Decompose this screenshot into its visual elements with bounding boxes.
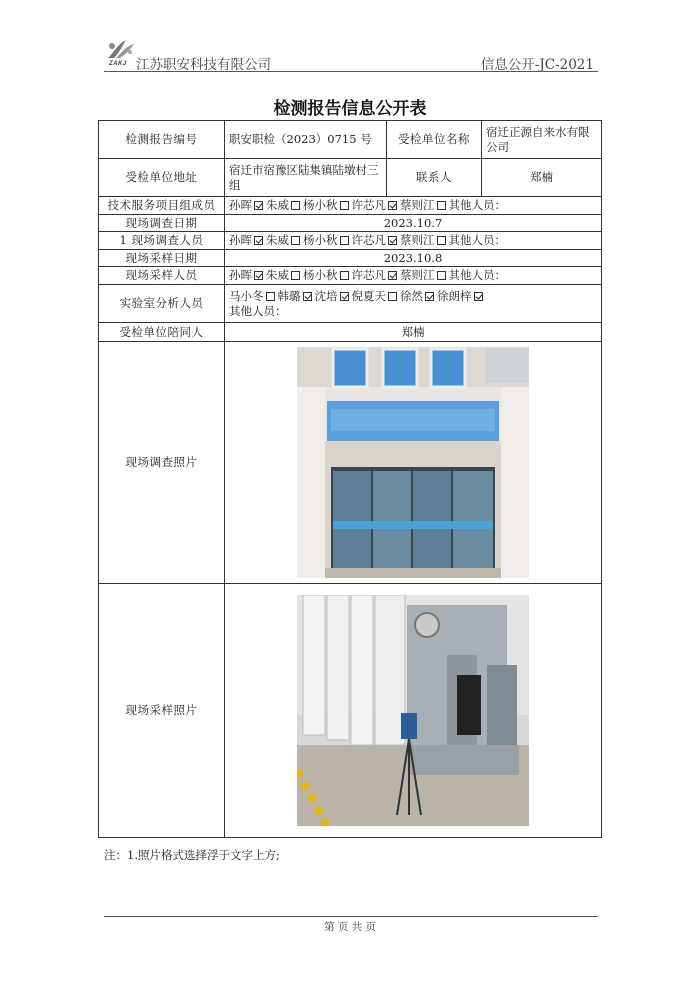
person-name: 倪夏天 [351,288,386,303]
person-entry [229,198,266,212]
person-name: 杨小秋 [303,233,338,247]
person-entry [229,268,266,282]
person-name: 蔡则江 [400,233,435,247]
sampling-photo [297,595,529,826]
person-name: 朱威 [266,233,289,247]
person-name: 马小冬 [229,288,264,303]
person-entry [303,198,352,212]
address-value: 宿迁市宿豫区陆集镇陆墩村三组 [225,159,387,197]
others-label: 其他人员： [448,233,506,247]
person-name: 杨小秋 [303,268,338,282]
survey-photo-label: 现场调查照片 [99,342,225,584]
page-title: 检测报告信息公开表 [273,99,427,119]
person-entry [266,198,303,212]
person-entry [303,268,352,282]
person-entry [352,268,401,282]
table-row [99,215,602,232]
unchecked-checkbox-icon[interactable] [291,236,300,245]
person-entry [400,233,449,247]
survey-photo-cell [225,342,602,584]
person-name: 许芯凡 [351,233,386,247]
unit-name-value: 宿迁正源自来水有限公司 [482,121,602,159]
table-row [99,267,602,285]
person-entry [352,198,401,212]
checked-checkbox-icon[interactable] [474,292,483,301]
checked-checkbox-icon[interactable] [388,236,397,245]
unchecked-checkbox-icon[interactable] [266,292,275,301]
person-name: 朱威 [266,198,289,212]
unchecked-checkbox-icon[interactable] [437,201,446,210]
sampling-photo-label: 现场采样照片 [99,584,225,838]
checked-checkbox-icon[interactable] [254,201,263,210]
address-label: 受检单位地址 [99,159,225,197]
sampling-date-value: 2023.10.8 [225,250,602,267]
person-name: 杨小秋 [303,198,338,212]
person-name: 孙晖 [229,233,252,247]
person-name: 蔡则江 [400,268,435,282]
page-footer: 第 页 共 页 [323,921,376,933]
tech-members-list [225,197,602,215]
company-logo [104,36,138,72]
person-entry [315,289,352,303]
header-divider [104,71,598,72]
unchecked-checkbox-icon[interactable] [437,236,446,245]
table-row [99,232,602,250]
table-row [99,159,602,197]
person-entry [437,289,486,303]
checked-checkbox-icon[interactable] [303,292,312,301]
survey-staff-label: 1 现场调查人员 [99,232,225,250]
unchecked-checkbox-icon[interactable] [291,271,300,280]
table-row [99,584,602,838]
survey-date-label: 现场调查日期 [99,215,225,232]
others-label: 其他人员： [448,198,506,212]
person-entry [400,198,449,212]
person-name: 朱威 [266,268,289,282]
report-no-value: 职安职检（2023）0715 号 [225,121,387,159]
checked-checkbox-icon[interactable] [340,292,349,301]
survey-date-value: 2023.10.7 [225,215,602,232]
unchecked-checkbox-icon[interactable] [340,201,349,210]
person-entry [229,289,278,303]
person-entry [266,268,303,282]
survey-staff-list [225,232,602,250]
unchecked-checkbox-icon[interactable] [388,292,397,301]
person-name: 蔡则江 [400,198,435,212]
escort-label: 受检单位陪同人 [99,323,225,342]
person-entry [352,289,401,303]
unit-name-label: 受检单位名称 [387,121,482,159]
escort-value: 郑楠 [225,323,602,342]
unchecked-checkbox-icon[interactable] [291,201,300,210]
person-entry [303,233,352,247]
sampling-photo-cell [225,584,602,838]
person-entry [400,268,449,282]
others-label: 其他人员： [448,268,506,282]
checked-checkbox-icon[interactable] [254,236,263,245]
checked-checkbox-icon[interactable] [388,201,397,210]
checked-checkbox-icon[interactable] [254,271,263,280]
unchecked-checkbox-icon[interactable] [437,271,446,280]
page-header [104,36,598,72]
table-row [99,250,602,267]
sampling-staff-list [225,267,602,285]
table-row [99,197,602,215]
person-entry [352,233,401,247]
survey-photo [297,347,529,578]
document-code: 信息公开-JC-2021 [480,57,594,73]
person-entry [266,233,303,247]
contact-label: 联系人 [387,159,482,197]
person-entry [400,289,437,303]
table-row [99,285,602,323]
table-row [99,323,602,342]
note-text: 注：1.照片格式选择浮于文字上方; [104,848,280,862]
person-name: 徐朗梓 [437,288,472,303]
table-row [99,342,602,584]
person-entry [229,233,266,247]
table-row [99,121,602,159]
person-entry [278,289,315,303]
lab-staff-label: 实验室分析人员 [99,285,225,323]
logo-text: ZAKJ [109,61,127,67]
checked-checkbox-icon[interactable] [425,292,434,301]
info-table [98,120,602,838]
person-name: 孙晖 [229,198,252,212]
tech-members-label: 技术服务项目组成员 [99,197,225,215]
person-name: 孙晖 [229,268,252,282]
person-name: 徐然 [400,288,423,303]
unchecked-checkbox-icon[interactable] [340,271,349,280]
company-name: 江苏职安科技有限公司 [136,57,271,73]
person-name: 沈培 [314,288,338,303]
sampling-staff-label: 现场采样人员 [99,267,225,285]
others-label: 其他人员： [229,303,287,318]
person-name: 韩璐 [277,288,301,303]
footer-divider [104,916,598,917]
report-no-label: 检测报告编号 [99,121,225,159]
checked-checkbox-icon[interactable] [388,271,397,280]
unchecked-checkbox-icon[interactable] [340,236,349,245]
lab-staff-list [225,285,602,323]
sampling-date-label: 现场采样日期 [99,250,225,267]
contact-value: 郑楠 [482,159,602,197]
person-name: 许芯凡 [351,198,386,212]
person-name: 许芯凡 [351,268,386,282]
